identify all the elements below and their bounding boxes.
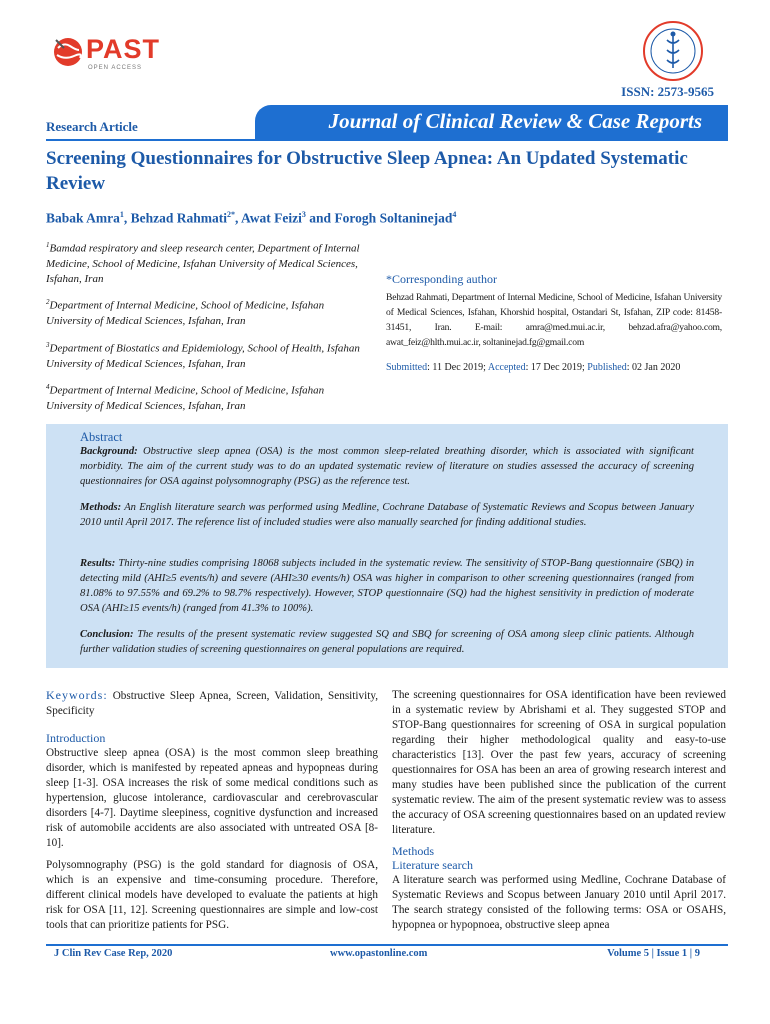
- article-title: Screening Questionnaires for Obstructive Sleep Apnea: An Updated Systematic Review: [46, 148, 688, 194]
- corresponding-text: Behzad Rahmati, Department of Internal Medicine, School of Medicine, Isfahan University of Medical Sciences, Isfahan, Khorshid hospital, Ostandari St, Isfahan, ZIP code: 81458-31451, Iran. E-mail: amra@med.mui.ac.ir, behzad.afra@yahoo.com, awat_feiz@hlth.mui.ac.ir, soltaninejad.fg@gmail.com: [386, 292, 722, 348]
- affiliation-sup: 3: [46, 341, 50, 349]
- background-text: Obstructive sleep apnea (OSA) is the most common sleep-related breathing disorder, which is associated with significant morbidity. The aim of the current study was to do an updated systematic review of literature on studies assessed the accuracy of screening questionnaires for OSA against polysomnography (PSG) as the reference test.: [80, 446, 694, 487]
- author-sup: 1: [119, 210, 124, 219]
- affiliation-text: Bamdad respiratory and sleep research center, Department of Internal Medicine, School of Medicine, Isfahan University of Medical Sciences, Isfahan, Iran: [46, 242, 360, 285]
- methods-heading: Methods: [392, 844, 434, 858]
- affiliation-text: Department of Internal Medicine, School of Medicine, Isfahan University of Medical Sciences, Isfahan, Iran: [46, 299, 325, 327]
- methods-text: An English literature search was performed using Medline, Cochrane Database of Systematic Reviews and Scopus between January 2010 until April 2017. The reference list of included studies were also manually searched for finding additional studies.: [80, 502, 694, 528]
- background-label: Background:: [80, 446, 138, 457]
- author-list: [46, 210, 456, 227]
- logo-subtitle: OPEN ACCESS: [88, 65, 143, 71]
- footer-divider: [46, 944, 728, 946]
- keywords-text: Obstructive Sleep Apnea, Screen, Validation, Sensitivity, Specificity: [46, 690, 378, 717]
- author-separator: and: [305, 210, 335, 226]
- issn: ISSN: 2573-9565: [621, 84, 714, 99]
- keywords-label: Keywords:: [46, 688, 108, 702]
- author-sup: 2*: [227, 210, 236, 219]
- affiliation-sup: 2: [46, 298, 50, 306]
- published-label: Published: [587, 362, 627, 373]
- affiliation: [46, 238, 368, 287]
- author-sup: 4: [452, 210, 457, 219]
- results-text: Thirty-nine studies comprising 18068 subjects included in the systematic review. The sensitivity of STOP-Bang questionnaire (SBQ) in detecting mild (AHI≥5 events/h) and severe (AHI≥30 events/h) OSA was higher in comparison to other screening questionnaires (ranged from 81.08% to 97.55% and 69.2% to 98.7% respectively). However, STOP questionnaire (SQ) had the highest sensitivity in prediction of moderate OSA (AHI≥15 events/h) (ranged from 41.3% to 100%).: [80, 558, 694, 614]
- conclusion-label: Conclusion:: [80, 629, 134, 640]
- footer-volume: Volume 5 | Issue 1 | 9: [607, 948, 700, 959]
- submitted-date: : 11 Dec 2019;: [427, 362, 488, 373]
- journal-title: Journal of Clinical Review & Case Reports: [328, 109, 702, 133]
- intro-paragraph: Polysomnography (PSG) is the gold standard for diagnosis of OSA, which is an expensive and time-consuming procedure. Therefore, different clinical models have developed to evaluate the patients at high risk for OSA [11, 12]. Screening questionnaires are simple and low-cost tools that can prioritize patients for PSG.: [46, 859, 378, 931]
- author-name: Forogh Soltaninejad: [334, 210, 453, 226]
- abstract-background: [80, 444, 694, 489]
- abstract-methods: [80, 500, 694, 530]
- submitted-label: Submitted: [386, 362, 428, 373]
- footer-website: www.opastonline.com: [330, 948, 428, 959]
- keywords: [46, 688, 378, 719]
- affiliation-sup: 4: [46, 383, 50, 391]
- abstract-conclusion: [80, 627, 694, 657]
- affiliation-sup: 1: [46, 241, 50, 249]
- intro-paragraph: Obstructive sleep apnea (OSA) is the most common sleep breathing disorder, which is manifested by repeated apneas and hypopneas during sleep [1-3]. OSA increases the risk of some medical conditions such as hypertension, glucose intolerance, cardiovascular and cerebrovascular disorders [4-7]. Daytime sleepiness, cognitive dysfunction and increased risk of automobile accidents are also associated with untreated OSA [8-10].: [46, 747, 378, 849]
- published-date: : 02 Jan 2020: [626, 362, 681, 373]
- results-label: Results:: [80, 558, 116, 569]
- corresponding-heading: *Corresponding author: [386, 272, 497, 286]
- accepted-label: Accepted: [487, 362, 526, 373]
- affiliation: [46, 338, 368, 372]
- footer-citation: J Clin Rev Case Rep, 2020: [54, 948, 173, 959]
- affiliation-text: Department of Internal Medicine, School of Medicine, Isfahan University of Medical Sciences, Isfahan, Iran: [46, 384, 325, 412]
- article-dates: [386, 362, 680, 373]
- abstract-heading: Abstract: [80, 430, 123, 444]
- journal-seal-icon: [642, 20, 704, 82]
- introduction-heading: Introduction: [46, 731, 106, 745]
- affiliation-text: Department of Biostatics and Epidemiology, School of Health, Isfahan University of Medical Sciences, Isfahan, Iran: [46, 342, 360, 370]
- author-separator: ,: [123, 210, 131, 226]
- globe-icon: [52, 36, 84, 68]
- author-sup: 3: [301, 210, 306, 219]
- publisher-logo: [52, 36, 182, 80]
- methods-label: Methods:: [80, 502, 122, 513]
- author-name: Awat Feizi: [241, 210, 302, 226]
- literature-search-heading: Literature search: [392, 858, 473, 872]
- author-name: Behzad Rahmati: [130, 210, 228, 226]
- journal-banner: [255, 105, 728, 139]
- body-paragraph: A literature search was performed using Medline, Cochrane Database of Systematic Reviews and Scopus between January 2010 until April 2017. The search strategy consisted of the following terms: OSA or OSAHS, hypopnea or hypopnoea, obstructive sleep apnea: [392, 874, 726, 931]
- conclusion-text: The results of the present systematic review suggested SQ and SBQ for screening of OSA among sleep clinic patients. Although further validation studies of screening questionnaires on general populations are required.: [80, 629, 694, 655]
- author-separator: ,: [235, 210, 242, 226]
- header-divider: [46, 139, 728, 141]
- accepted-date: : 17 Dec 2019;: [525, 362, 588, 373]
- affiliation: [46, 295, 368, 329]
- abstract-results: [80, 556, 694, 616]
- author-name: Babak Amra: [46, 210, 120, 226]
- article-type: Research Article: [46, 119, 138, 134]
- body-paragraph: The screening questionnaires for OSA identification have been reviewed in a systematic review by Abrishami et al. They suggested STOP and STOP-Bang questionnaires for screening of OSA in surgical population regarding their higher methodological quality and easy-to-use characteristics [13]. Over the past few years, accuracy of screening questionnaires for OSA has been an area of growing research interest and many studies have been published since the publication of the current systematic review. The aim of the present systematic review was to assess the accuracy of OSA screening questionnaires based on an updated review literature.: [392, 689, 726, 836]
- affiliation: [46, 380, 368, 414]
- logo-text: PAST: [86, 34, 161, 64]
